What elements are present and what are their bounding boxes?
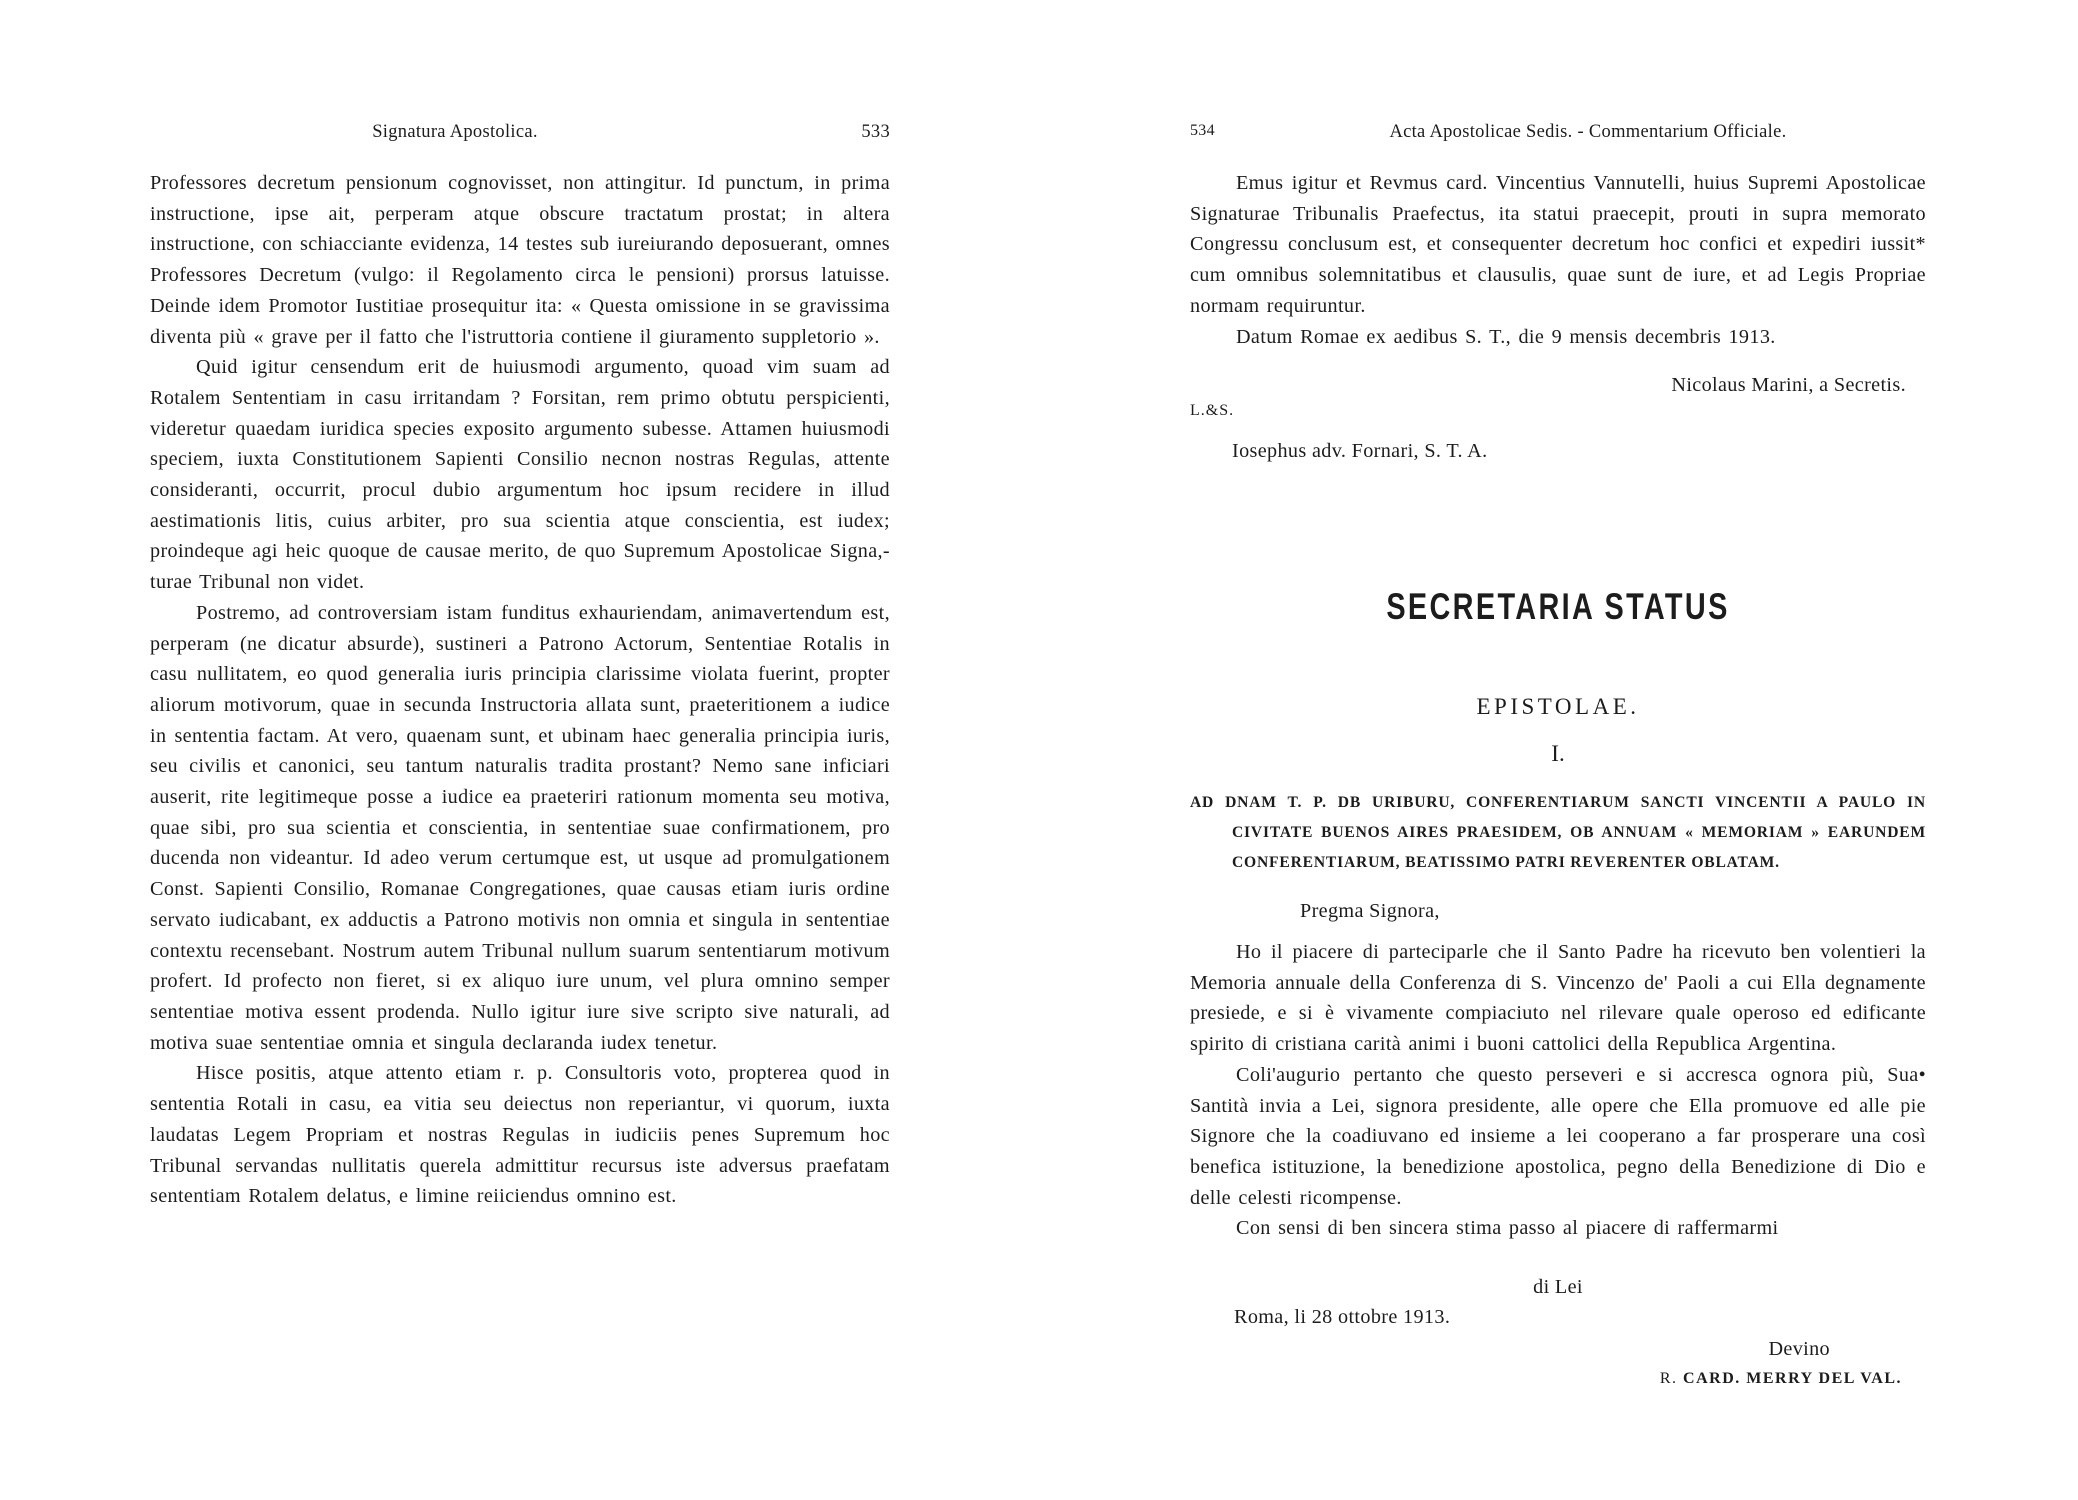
right-page-number: 534	[1190, 122, 1215, 139]
signature-name: CARD. MERRY DEL VAL.	[1683, 1370, 1902, 1387]
left-running-head	[150, 122, 890, 152]
paragraph: Quid igitur censendum erit de huiusmodi argumento, quoad vim suam ad Rotalem Sententiam in casu irritandam ? Forsitan, rem primo obtutu perspicienti, videretur quaedam iuridica species exposito argumento subesse. Attamen huiusmodi speciem, iuxta Constitutionem Sapienti Consilio necnon nostras Regulas, attente consideranti, occurrit, procul dubio argumentum hoc ipsum recidere in illud aestimationis litis, cuius arbiter, pro sua scientia atque conscientia, est iudex; proindeque agi heic quoque de causae merito, de quo Supremum Apostolicae Signa,- turae Tribunal non videt.	[150, 356, 890, 594]
paragraph: Ho il piacere di parteciparle che il Santo Padre ha ricevuto ben volentieri la Memoria annuale della Conferenza di S. Vincenzo de' Paoli a cui Ella degnamente presiede, e si è vivamente compiaciuto nel rilevare quale operoso ed edificante spirito di cristiana carità animi i buoni cattolici della Republica Argentina.	[1190, 941, 1926, 1056]
paragraph: Coli'augurio pertanto che questo perseveri e si accresca ognora più, Sua• Santità invia a Lei, signora presidente, alle opere che Ella promuove ed alle pie Signore che la coadiuvano ed insieme a lei cooperano a far prosperare una così benefica istituzione, la benedizione apostolica, pegno della Benedizione di Dio e delle celesti ricompense.	[1190, 1063, 1926, 1209]
left-running-title: Signatura Apostolica.	[372, 122, 538, 142]
letter-address	[1190, 788, 1926, 878]
paragraph: Hisce positis, atque attento etiam r. p. Consultoris voto, propterea quod in sententia Rotali in casu, ea vitia seu deiectus non reperiantur, vi quorum, iuxta laudatas Legem Propriam et nostras Regulas in iudiciis penes Supremum hoc Tribunal servandas nullitatis querela admittitur recursus iste adversus praefatam sententiam Rotalem delatus, e limine reiiciendus omnino est.	[150, 1062, 890, 1208]
letter-date: Roma, li 28 ottobre 1913.	[1234, 1306, 1451, 1328]
paragraph: Postremo, ad controversiam istam funditus exhauriendam, animavertendum est, perperam (ne dicatur absurde), sustineri a Patrono Actorum, Sententiae Rotalis in casu nullitatem, eo quod generalia iuris principia clarissime violata fuerint, propter aliorum motivorum, quae in secunda Instructoria allata sunt, praeteritionem a iudice in sententia factam. At vero, quaenam sunt, et ubinam haec generalia principia iuris, seu civilis et canonici, seu tantum naturalis tradita prostant? Nemo sane inficiari auserit, rite legitimeque posse a iudice ea praeteriri rationum momenta seu motiva, quae sibi, pro sua scientia et conscientia, in sententiae suae confirmationem, pro ducenda non videantur. Id adeo verum certumque est, ut usque ad promulgationem Const. Sapienti Consilio, Romanae Congregationes, quae causas etiam iuris ordine servato iudicabant, ex adductis a Patrono motivis non omnia et singula in sententiae contextu recensebant. Nostrum autem Tribunal nullum suarum sententiarum motivum profert. Id profecto non fieret, si ex aliquo iure unum, vel plura omnino semper sententiae motiva essent prodenda. Nullo igitur iure sive scripto sive naturali, ad motiva suae sententiae omnia et singula declaranda iudex tenetur.	[150, 601, 890, 1054]
address-text: AD DNAM T. P. DB URIBURU, CONFERENTIARUM SANCTI VINCENTII A PAULO IN CIVITATE BUENOS AIRES PRAESIDEM, OB ANNUAM « MEMORIAM » EARUNDEM CONFERENTIARUM, BEATISSIMO PATRI REVERENTER OBLATAM.	[1190, 794, 1926, 871]
signature-line	[1660, 1370, 1902, 1388]
paragraph: Emus igitur et Revmus card. Vincentius Vannutelli, huius Supremi Apostolicae Signaturae Tribunalis Praefectus, ita statui praecepit, prouti in supra memorato Congressu conclusum est, et consequenter decretum hoc confici et expediri iussit* cum omnibus solemnitatibus et clausulis, quae sunt de iure, et ad Legis Propriae normam requiruntur.	[1190, 172, 1926, 317]
closing-phrase: di Lei	[1533, 1276, 1583, 1298]
right-running-head	[1190, 122, 1926, 152]
epistle-number: I.	[1551, 741, 1565, 766]
right-running-title: Acta Apostolicae Sedis. - Commentarium Officiale.	[1389, 122, 1787, 142]
paragraph: Con sensi di ben sincera stima passo al piacere di raffermarmi	[1236, 1217, 1779, 1240]
paragraph: Professores decretum pensionum cognovisset, non attingitur. Id punctum, in prima instructione, ipse ait, perperam atque obscure tractatum prostat; in altera instructione, con schiacciante evidenza, 14 testes sub iureiurando deposuerant, omnes Professores Decretum (vulgo: il Regolamento circa le pensioni) prorsus latuisse. Deinde idem Promotor Iustitiae prosequitur ita: « Questa omissione in se gravissima diventa più « grave per il fatto che l'istruttoria contiene il giuramento suppletorio ».	[150, 172, 890, 348]
salutation: Pregma Signora,	[1300, 900, 1440, 922]
paragraph: Datum Romae ex aedibus S. T., die 9 mensis decembris 1913.	[1236, 325, 1776, 348]
signature-initial: R.	[1659, 1370, 1678, 1387]
section-title: SECRETARIA STATUS	[1386, 586, 1730, 627]
decree-conclusion	[1190, 168, 1926, 352]
left-page-number: 533	[861, 122, 890, 142]
notary-line: Iosephus adv. Fornari, S. T. A.	[1232, 440, 1488, 462]
letter-body	[1190, 937, 1926, 1244]
secretary-signature: Nicolaus Marini, a Secretis.	[1671, 374, 1906, 396]
seal-mark: L.&S.	[1190, 402, 1235, 419]
left-body-text	[150, 168, 890, 1212]
valediction: Devino	[1768, 1338, 1830, 1360]
subsection-title: EPISTOLAE.	[1476, 694, 1640, 719]
